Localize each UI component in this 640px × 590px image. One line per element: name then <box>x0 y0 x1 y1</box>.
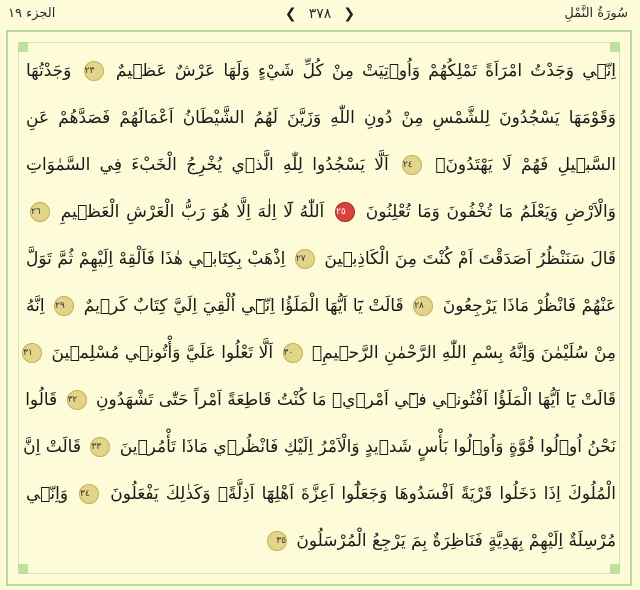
verse-text: وَقَوْمَهَا يَسْجُدُونَ لِلشَّمْسِ مِنْ دُونِ اللّٰهِ وَزَيَّنَ لَهُمُ الشَّيْطَانُ اَعْمَالَهُمْ فَصَدَّهُمْ عَنِ <box>26 108 616 128</box>
page-number: ٣٧٨ <box>308 6 332 22</box>
verse-text: اِذْهَبْ بِكِتَاب۪ي هٰذَا فَاَلْقِهْ اِلَيْهِمْ ثُمَّ تَوَلَّ <box>26 249 286 269</box>
verse-text: مِنْ سُلَيْمٰنَ وَاِنَّهُ بِسْمِ اللّٰهِ الرَّحْمٰنِ الرَّح۪يمِۙ <box>311 343 616 363</box>
page-navigator <box>0 6 640 22</box>
text-line <box>26 377 616 424</box>
verse-text: اِنّ۪ي وَجَدْتُ امْرَاَةً تَمْلِكُهُمْ وَاُو۫تِيَتْ مِنْ كُلِّ شَيْءٍ وَلَهَا عَرْشٌ عَظ۪يمٌ <box>115 61 617 81</box>
surah-name: سُورَةُ النَّمْلِ <box>564 6 628 21</box>
verse-text: عَنْهُمْ فَانْظُرْ مَاذَا يَرْجِعُونَ <box>442 296 616 316</box>
text-line <box>26 48 616 95</box>
verse-text: اِنَّهُ <box>26 296 45 316</box>
text-line <box>23 424 616 471</box>
ayah-number-marker[interactable]: ٢٦ <box>30 202 50 222</box>
verse-text: الْمُلُوكَ اِذَا دَخَلُوا قَرْيَةً اَفْسَدُوهَا وَجَعَلُٓوا اَعِزَّةَ اَهْلِهَٓا اَذِلَّةًۚ وَكَذٰلِكَ يَفْعَلُونَ <box>110 484 616 504</box>
sajda-ayah-number-marker[interactable]: ٢٥ <box>335 202 355 222</box>
verse-text: اَلَّا يَسْجُدُوا لِلّٰهِ الَّذ۪ي يُخْرِجُ الْخَبْءَ فِي السَّمٰوَاتِ <box>26 155 389 175</box>
chevron-right-icon[interactable]: ❯ <box>343 6 356 22</box>
ayah-number-marker[interactable]: ٣٢ <box>67 390 87 410</box>
quran-text-block <box>23 48 617 565</box>
juz-label: الجزء ١٩ <box>8 6 56 21</box>
text-line <box>23 330 616 377</box>
verse-text: نَحْنُ اُو۬لُوا قُوَّةٍ وَاُو۬لُوا بَأْسٍ شَد۪يدٍ وَالْاَمْرُ اِلَيْكِ فَانْظُر۪ي مَاذَا تَأْمُر۪ينَ <box>119 437 616 457</box>
verse-text: وَالْاَرْضِ وَيَعْلَمُ مَا تُخْفُونَ وَمَا تُعْلِنُونَ <box>365 202 616 222</box>
verse-text: اَللّٰهُ لَٓا اِلٰهَ اِلَّا هُوَ رَبُّ الْعَرْشِ الْعَظ۪يمِ <box>60 202 325 222</box>
ayah-number-marker[interactable]: ٣١ <box>22 343 42 363</box>
verse-text: السَّب۪يلِ فَهُمْ لَا يَهْتَدُونَۙ <box>435 155 616 175</box>
verse-text: قَالَتْ يَٓا اَيُّهَا الْمَلَؤُا اَفْتُون۪ي ف۪ٓي اَمْر۪يۚ مَا كُنْتُ قَاطِعَةً اَمْراً حَتّٰى تَشْهَدُونِ <box>96 390 616 410</box>
text-line <box>26 518 616 565</box>
verse-text: قَالَ سَنَنْظُرُ اَصَدَقْتَ اَمْ كُنْتَ مِنَ الْكَاذِب۪ينَ <box>324 249 616 269</box>
text-line <box>26 283 616 330</box>
verse-text: اَلَّا تَعْلُوا عَلَيَّ وَأْتُون۪ي مُسْلِم۪ينَ <box>51 343 274 363</box>
frame-corner-ornament <box>610 564 620 574</box>
ayah-number-marker[interactable]: ٢٨ <box>413 296 433 316</box>
ayah-number-marker[interactable]: ٣٤ <box>79 484 99 504</box>
ayah-number-marker[interactable]: ٣٣ <box>90 437 110 457</box>
verse-text: قَالَتْ يَٓا اَيُّهَا الْمَلَؤُا اِنّ۪ٓي اُلْقِيَ اِلَيَّ كِتَابٌ كَر۪يمٌ <box>83 296 404 316</box>
text-line <box>26 236 616 283</box>
ayah-number-marker[interactable]: ٢٩ <box>54 296 74 316</box>
verse-text: وَجَدْتُهَا <box>26 61 72 81</box>
verse-text: قَالُوا <box>25 390 58 410</box>
verse-text: مُرْسِلَةٌ اِلَيْهِمْ بِهَدِيَّةٍ فَنَاظِرَةٌ بِمَ يَرْجِعُ الْمُرْسَلُونَ <box>296 531 616 551</box>
text-line <box>26 95 616 142</box>
text-line <box>26 189 616 236</box>
chevron-left-icon[interactable]: ❮ <box>284 6 297 22</box>
ayah-number-marker[interactable]: ٢٤ <box>402 155 422 175</box>
verse-text: قَالَتْ اِنَّ <box>23 437 81 457</box>
ayah-number-marker[interactable]: ٣٠ <box>283 343 303 363</box>
ayah-number-marker[interactable]: ٢٧ <box>295 249 315 269</box>
verse-text: وَاِنّ۪ي <box>26 484 69 504</box>
ayah-number-marker[interactable]: ٣٥ <box>267 531 287 551</box>
top-bar <box>0 0 640 30</box>
text-line <box>26 471 616 518</box>
frame-corner-ornament <box>18 564 28 574</box>
text-line <box>26 142 616 189</box>
ayah-number-marker[interactable]: ٢٣ <box>84 61 104 81</box>
